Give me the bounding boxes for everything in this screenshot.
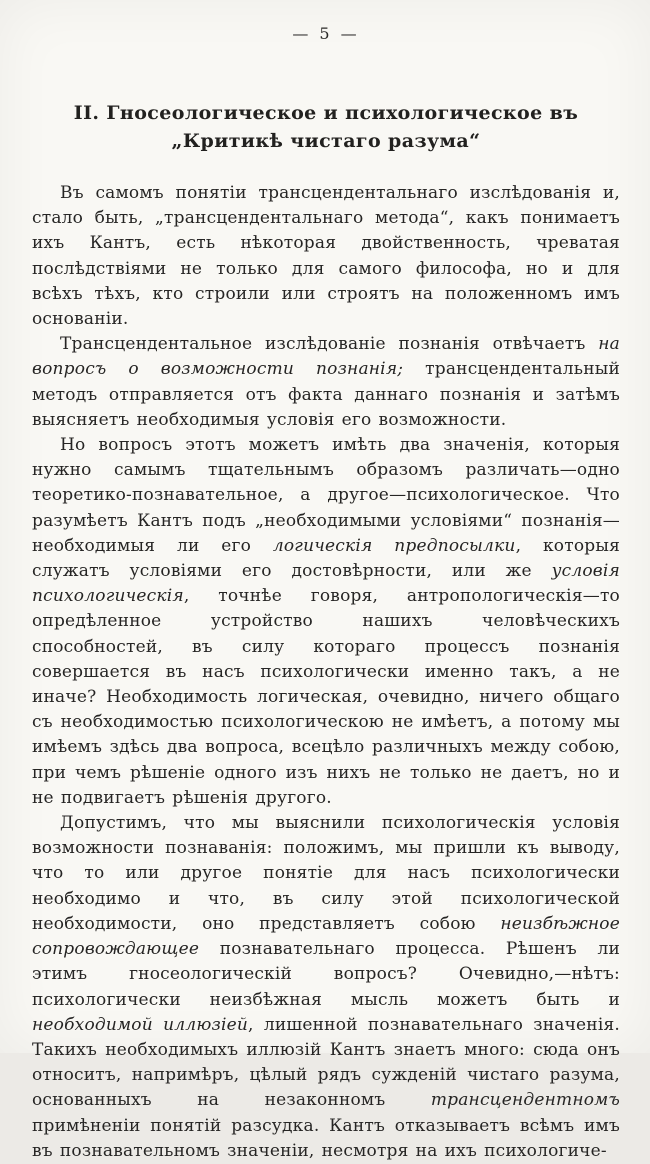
paragraph — [32, 433, 620, 811]
text-run: трансцендентальный методъ отправляется отъ факта даннаго познанія и затѣмъ выясняетъ необходимыя условія его возможности. — [32, 359, 620, 430]
text-run: , которыя служатъ условіями его достовѣрности, или же — [32, 535, 621, 582]
section-heading: II. Гносеологическое и психологическое въ „Критикѣ чистаго разума“ — [73, 102, 579, 152]
page-number: — 5 — — [292, 24, 360, 43]
italic-text-run: неизбѣжное сопровождающее — [32, 913, 620, 960]
text-run: примѣненіи понятій разсудка. Кантъ отказываетъ всѣмъ имъ въ познавательномъ значеніи, несмотря на ихъ психологиче- — [32, 1115, 620, 1161]
paragraph — [32, 332, 620, 433]
text-run: , лишенной познавательнаго значенія. Такихъ необходимыхъ иллюзій Кантъ знаетъ много: сюда онъ относитъ, напримѣръ, цѣлый рядъ сужденій чистаго разума, основанныхъ на незаконномъ — [32, 1014, 620, 1111]
text-run: Но вопросъ этотъ можетъ имѣть два значенія, которыя нужно самымъ тщательнымъ образомъ различать—одно теоретико-познавательное, а другое—психологическое. Что разумѣетъ Кантъ подъ „необходимыми условіями“ познанія—необходимыя ли его — [32, 435, 620, 556]
text-run: Трансцендентальное изслѣдованіе познанія отвѣчаетъ — [60, 334, 599, 355]
italic-text-run: логическія предпосылки — [272, 535, 516, 556]
italic-text-run: трансцендентномъ — [430, 1090, 620, 1111]
body-text — [32, 181, 620, 1164]
italic-text-run: необходимой иллюзіей — [32, 1014, 249, 1035]
paragraph — [32, 811, 620, 1164]
text-run: Въ самомъ понятіи трансцендентальнаго изслѣдованія и, стало быть, „трансцендентальнаго метода“, какъ понимаетъ ихъ Кантъ, есть нѣкоторая двойственность, чреватая послѣдствіями не только для самого философа, но и для всѣхъ тѣхъ, кто строили или строятъ на положенномъ имъ основаніи. — [32, 183, 620, 330]
text-run: познавательнаго процесса. Рѣшенъ ли этимъ гносеологическій вопросъ? Очевидно,—нѣтъ: психологически неизбѣжная мысль можетъ быть и — [32, 939, 620, 1010]
italic-text-run: условія психологическія — [32, 561, 620, 607]
text-run: Допустимъ, что мы выяснили психологическія условія возможности познаванія: положимъ, мы пришли къ выводу, что то или другое понятіе для насъ психологически необходимо и что, въ силу этой психологической необходимости, оно представляетъ собою — [32, 813, 620, 934]
italic-text-run: на вопросъ о возможности познанія; — [32, 334, 620, 380]
paragraph — [32, 181, 620, 332]
text-run: , точнѣе говоря, антропологическія—то опредѣленное устройство нашихъ человѣческихъ способностей, въ силу котораго процессъ познанія совершается въ насъ психологически именно такъ, а не иначе? Необходимость логическая, очевидно, ничего общаго съ необходимостью психологическою не имѣетъ, а потому мы имѣемъ здѣсь два вопроса, всецѣло различныхъ между собою, при чемъ рѣшеніе одного изъ нихъ не только не даетъ, но и не подвигаетъ рѣшенія другого. — [32, 586, 620, 808]
